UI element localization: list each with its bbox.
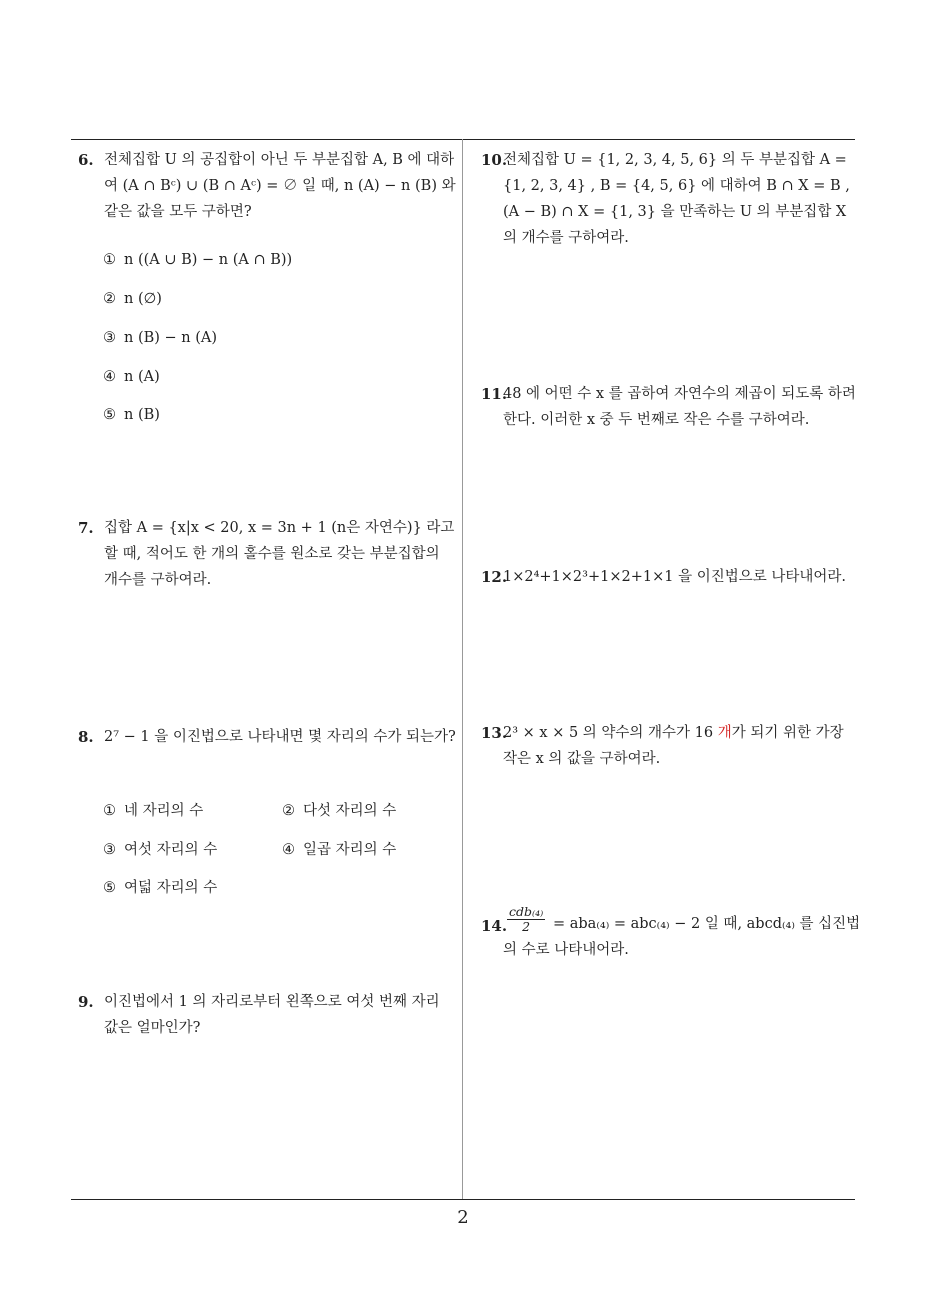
question-number: 13. [481,724,508,742]
option-mark: ① [103,252,116,268]
option-text: 여덟 자리의 수 [124,880,218,896]
question-text: 집합 A = {x|x < 20, x = 3n + 1 (n은 자연수)} 라고 할 때, 적어도 한 개의 홀수를 원소로 갖는 부분집합의 개수를 구하여라. [104,520,455,588]
question-8 [78,724,456,750]
page-number: 2 [457,1207,469,1228]
question-text: 전체집합 U 의 공집합이 아닌 두 부분집합 A, B 에 대하여 (A ∩ Bᶜ) ∪ (B ∩ Aᶜ) = ∅ 일 때, n (A) − n (B) 와 같은 값을 모두 구하면? [104,152,456,220]
q8-option-4[interactable] [282,840,396,860]
highlighted-word: 개 [717,725,732,741]
question-text: 1×2⁴+1×2³+1×2+1×1 을 이진법으로 나타내어라. [503,569,846,585]
q8-option-5[interactable] [103,878,217,898]
option-mark: ③ [103,842,116,858]
q6-option-2[interactable] [103,289,162,309]
option-text: n (A) [124,369,160,385]
option-mark: ② [103,291,116,307]
option-mark: ⑤ [103,407,116,423]
q6-option-1[interactable] [103,250,292,270]
option-text: 네 자리의 수 [124,803,204,819]
question-text: 전체집합 U = {1, 2, 3, 4, 5, 6} 의 두 부분집합 A = {1, 2, 3, 4} , B = {4, 5, 6} 에 대하여 B ∩ X = B , (A − B) ∩ X = {1, 3} 을 만족하는 U 의 부분집합 X 의 개수를 구하여라. [503,152,850,246]
option-mark: ④ [282,842,295,858]
question-text-line2: 의 수로 나타내어라. [503,942,629,958]
question-number: 7. [78,519,94,537]
option-text: 일곱 자리의 수 [303,842,397,858]
q6-option-5[interactable] [103,405,160,425]
option-text: n (B) [124,407,160,423]
fraction [507,905,545,934]
top-rule [71,139,855,140]
option-mark: ④ [103,369,116,385]
question-9 [78,989,456,1041]
question-text: 이진법에서 1 의 자리로부터 왼쪽으로 여섯 번째 자리 값은 얼마인가? [104,994,440,1036]
column-divider [462,139,463,1200]
q6-option-3[interactable] [103,328,217,348]
option-mark: ① [103,803,116,819]
option-mark: ③ [103,330,116,346]
question-12 [481,564,857,590]
question-number: 6. [78,151,94,169]
question-7 [78,515,456,593]
question-number: 10. [481,151,508,169]
fraction-numerator: cdb₍₄₎ [509,904,544,919]
option-mark: ② [282,803,295,819]
option-text: 다섯 자리의 수 [303,803,397,819]
option-text: 여섯 자리의 수 [124,842,218,858]
q8-option-1[interactable] [103,801,203,821]
question-number: 8. [78,728,94,746]
option-text: n (B) − n (A) [124,330,218,346]
question-text: 48 에 어떤 수 x 를 곱하여 자연수의 제곱이 되도록 하려 한다. 이러한 x 중 두 번째로 작은 수를 구하여라. [503,386,856,428]
question-10 [481,147,857,251]
question-text-part: 2³ × x × 5 의 약수의 개수가 16 [503,725,718,741]
question-number: 11. [481,385,508,403]
question-number: 9. [78,993,94,1011]
option-text: n ((A ∪ B) − n (A ∩ B)) [124,252,293,268]
question-6 [78,147,456,225]
q8-option-3[interactable] [103,840,217,860]
option-mark: ⑤ [103,880,116,896]
question-text: = aba₍₄₎ = abc₍₄₎ − 2 일 때, abcd₍₄₎ 를 십진법 [553,916,861,932]
question-number: 14. [481,917,508,935]
option-text: n (∅) [124,291,162,307]
question-11 [481,381,857,433]
question-text [481,720,857,772]
question-text: 2⁷ − 1 을 이진법으로 나타내면 몇 자리의 수가 되는가? [104,729,456,745]
q6-option-4[interactable] [103,367,160,387]
question-number: 12. [481,568,508,586]
bottom-rule [71,1199,855,1200]
fraction-denominator: 2 [522,919,531,934]
q8-option-2[interactable] [282,801,396,821]
question-text-part: 가 되기 위한 가장 작은 x 의 값을 구하여라. [503,725,844,767]
question-13 [481,720,857,772]
